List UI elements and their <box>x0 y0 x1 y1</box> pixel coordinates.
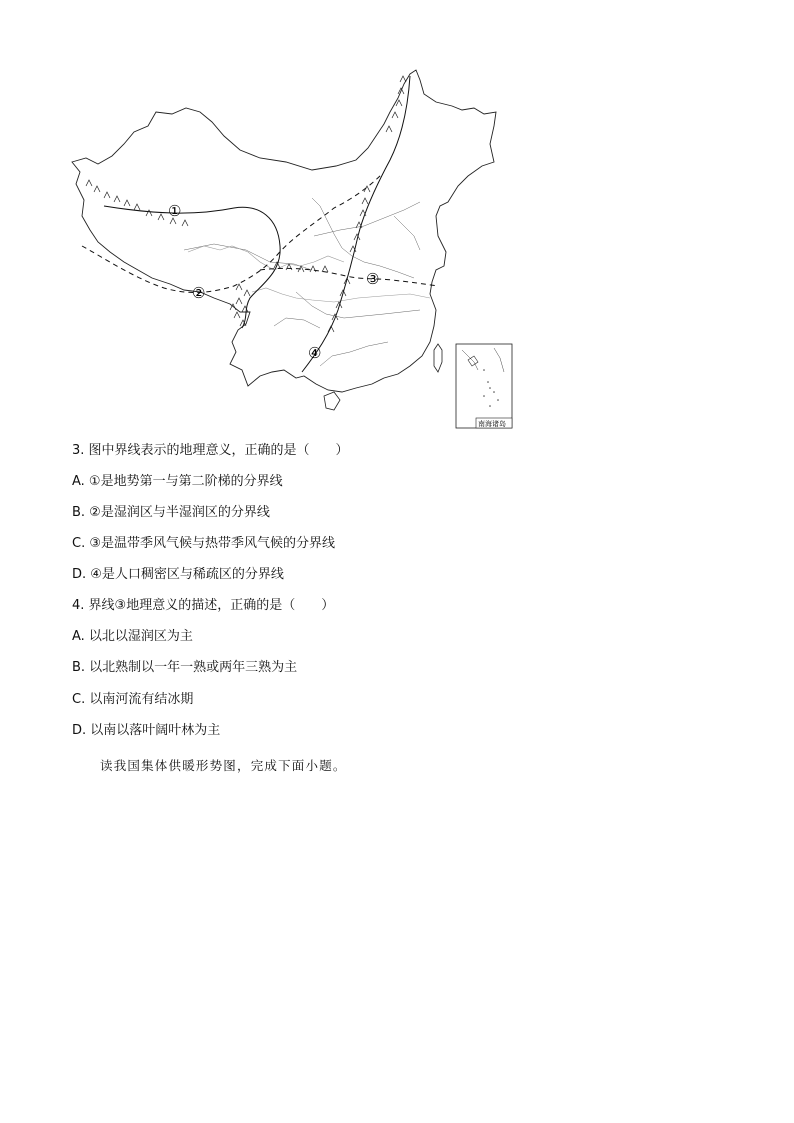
question-4-option-c: C. 以南河流有结冰期 <box>72 692 194 707</box>
boundary-line-1 <box>104 206 280 328</box>
question-3-stem: 3. 图中界线表示的地理意义，正确的是（ ） <box>72 443 349 458</box>
question-3-option-b: B. ②是湿润区与半湿润区的分界线 <box>72 505 270 520</box>
svg-text:①: ① <box>168 202 182 220</box>
province-borders <box>184 198 420 366</box>
boundary-label-1 <box>168 202 181 220</box>
question-4-option-b: B. 以北熟制以一年一熟或两年三熟为主 <box>72 660 298 675</box>
question-4-option-d: D. 以南以落叶阔叶林为主 <box>72 723 221 738</box>
boundary-label-4 <box>308 344 321 362</box>
question-4-stem: 4. 界线③地理意义的描述，正确的是（ ） <box>72 598 335 613</box>
boundary-line-4 <box>302 76 410 372</box>
svg-text:③: ③ <box>366 270 380 288</box>
inset-caption: 南海诸岛 <box>478 420 506 428</box>
hainan-island <box>324 392 340 410</box>
boundary-line-2 <box>82 174 382 292</box>
mountain-symbols <box>86 76 406 332</box>
question-3-option-c: C. ③是温带季风气候与热带季风气候的分界线 <box>72 536 335 551</box>
south-china-sea-inset <box>456 344 512 428</box>
boundary-label-3 <box>366 270 379 288</box>
boundary-label-2 <box>192 284 205 302</box>
question-4-option-a: A. 以北以湿润区为主 <box>72 629 193 644</box>
river <box>188 246 430 302</box>
svg-text:②: ② <box>192 284 206 302</box>
china-outline <box>72 70 496 392</box>
china-map-figure <box>64 66 520 432</box>
taiwan-island <box>434 344 442 372</box>
svg-text:④: ④ <box>308 344 322 362</box>
question-3-option-a: A. ①是地势第一与第二阶梯的分界线 <box>72 474 283 489</box>
next-section-intro: 读我国集体供暖形势图，完成下面小题。 <box>100 758 347 773</box>
question-3-option-d: D. ④是人口稠密区与稀疏区的分界线 <box>72 567 284 582</box>
